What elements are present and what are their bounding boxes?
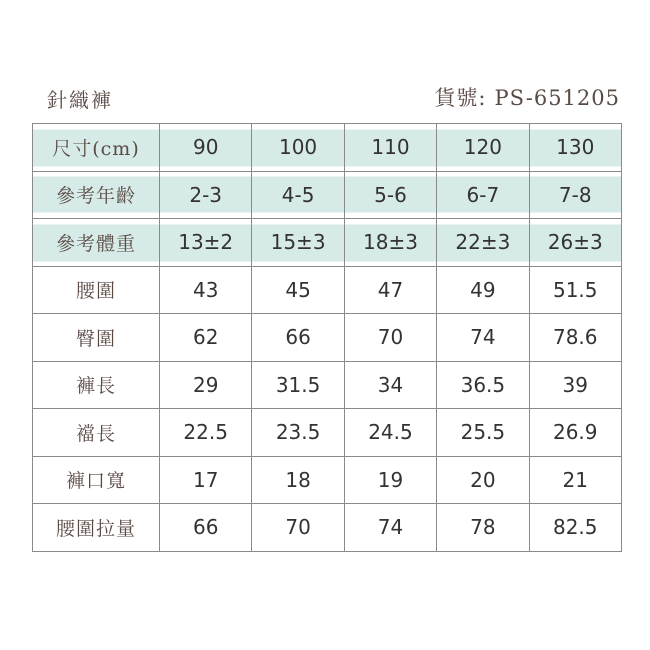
table-row [33, 456, 622, 504]
item-number-label: 貨號: [434, 86, 487, 110]
table-cell: 110 [344, 124, 436, 172]
table-row [33, 219, 622, 267]
item-number-value: PS-651205 [494, 86, 620, 110]
table-cell: 2-3 [160, 171, 252, 219]
table-cell: 36.5 [437, 361, 529, 409]
table-cell: 43 [160, 266, 252, 314]
table-cell: 5-6 [344, 171, 436, 219]
table-cell: 47 [344, 266, 436, 314]
table-cell: 31.5 [252, 361, 344, 409]
table-cell: 78 [437, 504, 529, 552]
table-cell: 23.5 [252, 409, 344, 457]
table-cell: 90 [160, 124, 252, 172]
table-cell: 24.5 [344, 409, 436, 457]
table-cell: 20 [437, 456, 529, 504]
table-cell: 15±3 [252, 219, 344, 267]
table-cell: 70 [344, 314, 436, 362]
table-row [33, 266, 622, 314]
table-cell: 29 [160, 361, 252, 409]
table-row [33, 504, 622, 552]
row-label: 腰圍拉量 [33, 504, 160, 552]
item-number [434, 82, 620, 112]
table-cell: 74 [437, 314, 529, 362]
table-cell: 49 [437, 266, 529, 314]
table-row [33, 409, 622, 457]
table-cell: 13±2 [160, 219, 252, 267]
table-cell: 22±3 [437, 219, 529, 267]
row-label: 參考年齡 [33, 171, 160, 219]
table-cell: 17 [160, 456, 252, 504]
table-cell: 7-8 [529, 171, 621, 219]
row-label: 襠長 [33, 409, 160, 457]
table-cell: 130 [529, 124, 621, 172]
table-cell: 82.5 [529, 504, 621, 552]
size-chart-table [32, 123, 622, 552]
table-cell: 74 [344, 504, 436, 552]
table-row [33, 124, 622, 172]
table-cell: 26±3 [529, 219, 621, 267]
table-cell: 51.5 [529, 266, 621, 314]
table-cell: 25.5 [437, 409, 529, 457]
row-label: 褲口寬 [33, 456, 160, 504]
table-cell: 26.9 [529, 409, 621, 457]
row-label: 褲長 [33, 361, 160, 409]
table-cell: 34 [344, 361, 436, 409]
row-label: 參考體重 [33, 219, 160, 267]
table-cell: 39 [529, 361, 621, 409]
table-cell: 4-5 [252, 171, 344, 219]
row-label: 臀圍 [33, 314, 160, 362]
table-cell: 66 [252, 314, 344, 362]
table-cell: 22.5 [160, 409, 252, 457]
table-cell: 120 [437, 124, 529, 172]
table-cell: 70 [252, 504, 344, 552]
row-label: 尺寸(cm) [33, 124, 160, 172]
table-cell: 78.6 [529, 314, 621, 362]
table-cell: 18 [252, 456, 344, 504]
row-label: 腰圍 [33, 266, 160, 314]
table-cell: 6-7 [437, 171, 529, 219]
table-cell: 21 [529, 456, 621, 504]
table-row [33, 314, 622, 362]
table-row [33, 361, 622, 409]
product-name: 針織褲 [47, 88, 113, 112]
table-cell: 45 [252, 266, 344, 314]
table-cell: 62 [160, 314, 252, 362]
table-cell: 19 [344, 456, 436, 504]
table-cell: 100 [252, 124, 344, 172]
table-cell: 66 [160, 504, 252, 552]
table-cell: 18±3 [344, 219, 436, 267]
table-row [33, 171, 622, 219]
